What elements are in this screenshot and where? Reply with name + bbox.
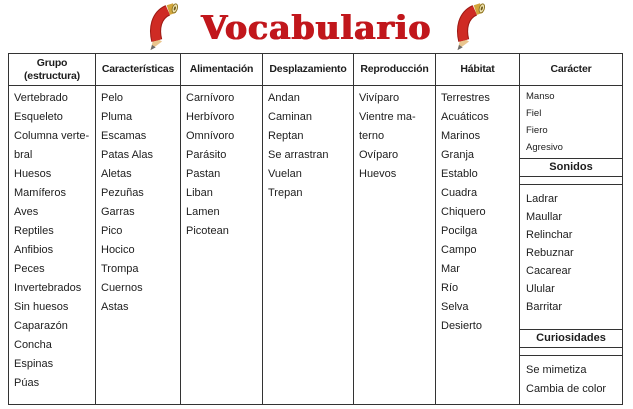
- list-item: Garras: [101, 206, 135, 218]
- column-cell-caracter: [520, 86, 623, 405]
- column-header-habitat: Hábitat: [436, 54, 520, 86]
- list-item: Anfibios: [14, 244, 54, 256]
- list-item: Andan: [268, 92, 300, 104]
- list-item: Vientre ma-: [359, 111, 416, 123]
- column-cell-habitat: [436, 86, 520, 405]
- list-item: Huesos: [14, 168, 52, 180]
- header-row: [9, 54, 623, 86]
- list-item: Fiel: [526, 108, 542, 119]
- list-item: Astas: [101, 301, 129, 313]
- list-item: Trepan: [268, 187, 303, 199]
- title-row: [0, 0, 633, 53]
- list-item: terno: [359, 130, 385, 142]
- column-cell-reproduccion: [354, 86, 436, 405]
- list-item: Cacarear: [526, 265, 572, 277]
- list-item: Concha: [14, 339, 52, 351]
- list-item: Pastan: [186, 168, 221, 180]
- list-item: Carnívoro: [186, 92, 235, 104]
- list-item: Desierto: [441, 320, 482, 332]
- list-item: Púas: [14, 377, 40, 389]
- sonidos-list: [520, 185, 622, 330]
- list-item: Patas Alas: [101, 149, 153, 161]
- curiosidades-list: [520, 356, 622, 399]
- list-item: Esqueleto: [14, 111, 63, 123]
- list-item: Aves: [14, 206, 39, 218]
- column-header-grupo: Grupo (estructura): [9, 54, 96, 86]
- list-item: Cuadra: [441, 187, 478, 199]
- list-item: Ovíparo: [359, 149, 399, 161]
- list-item: Vertebrado: [14, 92, 68, 104]
- list-item: Ulular: [526, 283, 555, 295]
- list-item: Mamíferos: [14, 187, 66, 199]
- vocabulary-table: [8, 53, 623, 405]
- list-item: Trompa: [101, 263, 139, 275]
- column-cell-alimentacion: [181, 86, 263, 405]
- list-item: Vuelan: [268, 168, 302, 180]
- list-item: Caminan: [268, 111, 313, 123]
- list-item: Pezuñas: [101, 187, 144, 199]
- list-item: Pluma: [101, 111, 133, 123]
- column-header-caracter: Carácter: [520, 54, 623, 86]
- list-item: Reptan: [268, 130, 304, 142]
- list-item: Mar: [441, 263, 460, 275]
- list-item: Espinas: [14, 358, 54, 370]
- list-item: Peces: [14, 263, 45, 275]
- list-item: bral: [14, 149, 33, 161]
- list-item: Huevos: [359, 168, 397, 180]
- list-item: Acuáticos: [441, 111, 489, 123]
- sonidos-section-header: Sonidos: [520, 159, 622, 177]
- list-item: Aletas: [101, 168, 132, 180]
- column-cell-desplazamiento: [263, 86, 354, 405]
- caracter-traits-list: [520, 86, 622, 159]
- list-item: Establo: [441, 168, 478, 180]
- list-item: Marinos: [441, 130, 481, 142]
- list-item: Maullar: [526, 211, 563, 223]
- list-item: Terrestres: [441, 92, 490, 104]
- list-item: Río: [441, 282, 459, 294]
- list-item: Pelo: [101, 92, 124, 104]
- page-title: Vocabulario: [201, 8, 432, 47]
- list-item: Rebuznar: [526, 247, 574, 259]
- list-item: Hocico: [101, 244, 135, 256]
- list-item: Parásito: [186, 149, 227, 161]
- curiosidades-section-header: Curiosidades: [520, 330, 622, 348]
- list-item: Se arrastran: [268, 149, 329, 161]
- list-item: Lamen: [186, 206, 220, 218]
- list-item: Pocilga: [441, 225, 478, 237]
- column-header-alimentacion: Alimentación: [181, 54, 263, 86]
- list-item: Liban: [186, 187, 213, 199]
- divider: [520, 348, 622, 356]
- column-cell-grupo: [9, 86, 96, 405]
- list-item: Reptiles: [14, 225, 54, 237]
- list-item: Se mimetiza: [526, 364, 587, 376]
- list-item: Manso: [526, 91, 555, 102]
- list-item: Invertebrados: [14, 282, 82, 294]
- list-item: Agresivo: [526, 142, 563, 153]
- list-item: Granja: [441, 149, 475, 161]
- list-item: Chiquero: [441, 206, 486, 218]
- list-item: Picotean: [186, 225, 229, 237]
- list-item: Caparazón: [14, 320, 68, 332]
- list-item: Pico: [101, 225, 123, 237]
- list-item: Selva: [441, 301, 469, 313]
- list-item: Escamas: [101, 130, 147, 142]
- list-item: Fiero: [526, 125, 548, 136]
- column-header-caracteristicas: Características: [96, 54, 181, 86]
- pencil-icon: [447, 3, 493, 53]
- list-item: Columna verte-: [14, 130, 90, 142]
- body-row: [9, 86, 623, 405]
- column-cell-caracteristicas: [96, 86, 181, 405]
- divider: [520, 177, 622, 185]
- list-item: Barritar: [526, 301, 563, 313]
- list-item: Sin huesos: [14, 301, 69, 313]
- list-item: Herbívoro: [186, 111, 235, 123]
- pencil-icon: [140, 3, 186, 53]
- list-item: Campo: [441, 244, 477, 256]
- list-item: Cuernos: [101, 282, 143, 294]
- list-item: Vivíparo: [359, 92, 400, 104]
- column-header-reproduccion: Reproducción: [354, 54, 436, 86]
- list-item: Cambia de color: [526, 383, 607, 395]
- column-header-desplazamiento: Desplazamiento: [263, 54, 354, 86]
- list-item: Relinchar: [526, 229, 573, 241]
- list-item: Omnívoro: [186, 130, 235, 142]
- list-item: Ladrar: [526, 193, 558, 205]
